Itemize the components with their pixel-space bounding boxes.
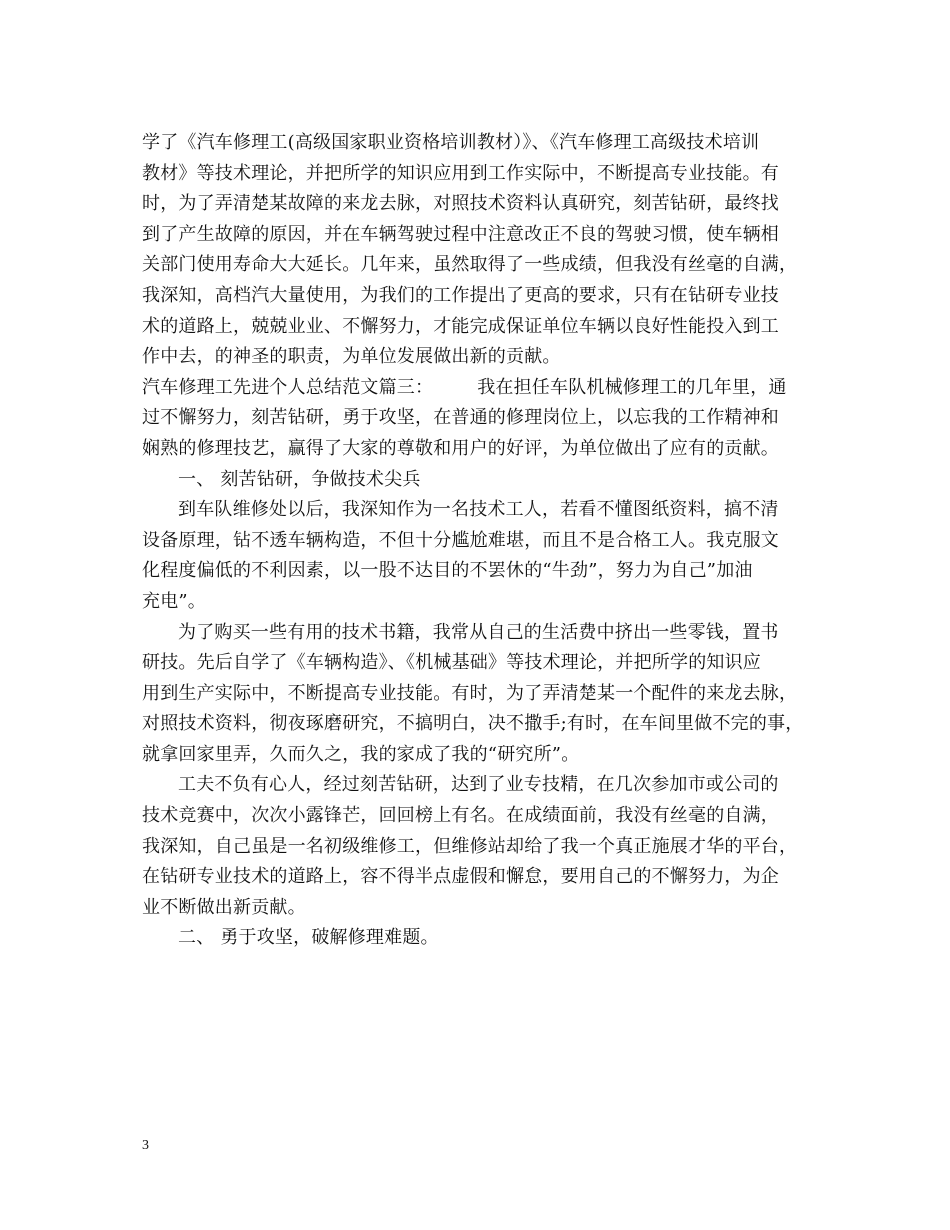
text-line: 对照技术资料，彻夜琢磨研究，不搞明白，决不撒手;有时，在车间里做不完的事， <box>142 713 804 735</box>
text-line: 在钻研专业技术的道路上，容不得半点虚假和懈怠，要用自己的不懈努力，为企 <box>142 866 779 888</box>
text-line: 时，为了弄清楚某故障的来龙去脉，对照技术资料认真研究，刻苦钻研，最终找 <box>142 193 779 215</box>
document-body <box>142 128 814 954</box>
text-line: 就拿回家里弄，久而久之，我的家成了我的“研究所”。 <box>142 743 580 765</box>
text-line: 设备原理，钻不透车辆构造，不但十分尴尬难堪，而且不是合格工人。我克服文 <box>142 529 779 551</box>
text-line: 娴熟的修理技艺，赢得了大家的尊敬和用户的好评，为单位做出了应有的贡献。 <box>142 437 779 459</box>
text-line: 到了产生故障的原因，并在车辆驾驶过程中注意改正不良的驾驶习惯，使车辆相 <box>142 223 779 245</box>
page-number: 3 <box>142 1138 149 1153</box>
heading-1: 一、 刻苦钻研，争做技术尖兵 <box>178 468 421 490</box>
text-line: 我深知，高档汽大量使用，为我们的工作提出了更高的要求，只有在钻研专业技 <box>142 284 779 306</box>
text-line: 用到生产实际中，不断提高专业技能。有时，为了弄清楚某一个配件的来龙去脉， <box>142 682 798 704</box>
text-line: 充电”。 <box>142 590 207 612</box>
paragraph-start: 为了购买一些有用的技术书籍，我常从自己的生活费中挤出一些零钱，置书 <box>178 621 779 643</box>
section-title-line <box>142 373 814 404</box>
heading-2: 二、 勇于攻坚，破解修理难题。 <box>178 927 439 949</box>
text-line: 作中去，的神圣的职责，为单位发展做出新的贡献。 <box>142 346 561 368</box>
text-line: 技术竞赛中，次次小露锋芒，回回榜上有名。在成绩面前，我没有丝毫的自满， <box>142 805 779 827</box>
text-line: 学了《汽车修理工(高级国家职业资格培训教材）》、《汽车修理工高级技术培训 <box>142 132 760 153</box>
text-line: 过不懈努力，刻苦钻研，勇于攻坚，在普通的修理岗位上，以忘我的工作精神和 <box>142 407 779 429</box>
text-line: 教材》等技术理论，并把所学的知识应用到工作实际中，不断提高专业技能。有 <box>142 162 779 184</box>
text-line: 关部门使用寿命大大延长。几年来，虽然取得了一些成绩，但我没有丝毫的自满， <box>142 254 798 276</box>
section-title: 汽车修理工先进个人总结范文篇三： <box>142 376 434 398</box>
text-line: 研技。先后自学了《车辆构造》、《机械基础》等技术理论，并把所学的知识应 <box>142 652 761 674</box>
text-line: 术的道路上，兢兢业业、不懈努力，才能完成保证单位车辆以良好性能投入到工 <box>142 315 779 337</box>
section-title-continuation: 我在担任车队机械修理工的几年里，通 <box>477 376 787 398</box>
paragraph-start: 工夫不负有心人，经过刻苦钻研，达到了业专技精，在几次参加市或公司的 <box>178 774 779 796</box>
text-line: 我深知，自己虽是一名初级维修工，但维修站却给了我一个真正施展才华的平台， <box>142 835 798 857</box>
paragraph-start: 到车队维修处以后，我深知作为一名技术工人，若看不懂图纸资料，搞不清 <box>178 499 779 521</box>
text-line: 业不断做出新贡献。 <box>142 896 306 918</box>
text-line: 化程度偏低的不利因素，以一股不达目的不罢休的“牛劲”，努力为自己”加油 <box>142 560 753 582</box>
